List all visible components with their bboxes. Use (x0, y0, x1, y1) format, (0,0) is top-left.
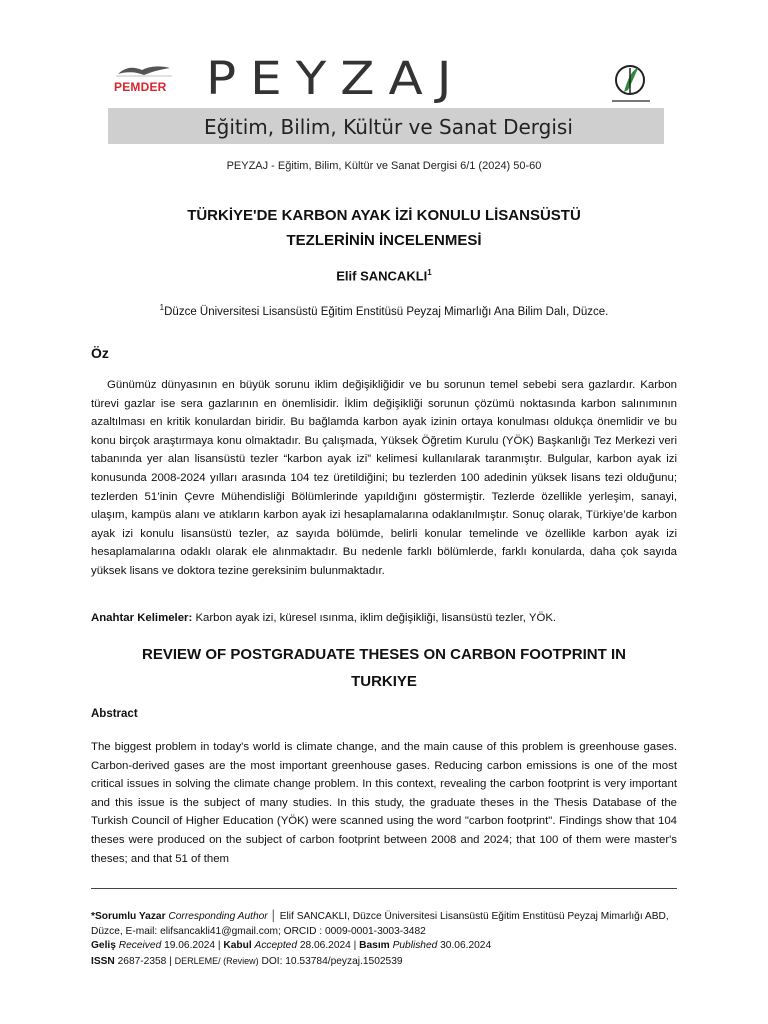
journal-emblem (608, 60, 654, 106)
article-title-en (110, 641, 658, 695)
issn-label: ISSN (91, 956, 115, 967)
abstract-heading: Abstract (91, 708, 138, 720)
keywords-label: Anahtar Kelimeler: (91, 612, 193, 624)
affiliation-text: Düzce Üniversitesi Lisansüstü Eğitim Enstitüsü Peyzaj Mimarlığı Ana Bilim Dalı, Düzce. (164, 305, 609, 318)
oz-heading: Öz (91, 345, 109, 361)
keywords (91, 612, 677, 624)
article-title-tr (120, 203, 648, 253)
affiliation (0, 303, 768, 318)
keywords-text: Karbon ayak izi, küresel ısınma, iklim değişikliği, lisansüstü tezler, YÖK. (192, 612, 557, 624)
journal-masthead (108, 52, 648, 148)
oz-paragraph: Günümüz dünyasının en büyük sorunu iklim değişikliğidir ve bu sorunun temel sebebi sera gazlardır. Karbon türevi gazlar ise sera gazlarının en önemlisidir. İklim değişikliği sorunun çözümü noktasında karbon salınımının azaltılması en kritik konulardan biridir. Bu bağlamda karbon ayak izinin ortaya konulması oldukça önemlidir ve bu konu birçok araştırmaya konu olmaktadır. Bu çalışmada, Yüksek Öğretim Kurulu (YÖK) Başkanlığı Tez Merkezi veri tabanında yer alan lisansüstü tezler “karbon ayak izi” kelimesi kullanılarak taranmıştır. Bulgular, karbon ayak izi konusunda 2008-2024 yılları arasında 104 tez üretildiğini; bu tezlerden 100 adedinin yüksek lisans tezi olduğunu; tezlerden 51’inin Çevre Mühendisliği Bölümlerinde yapıldığını göstermiştir. Tezlerde özellikle yerleşim, sanayi, ulaşım, kampüs alanı ve atıkların karbon ayak izi hesaplamalarına odaklanılmıştır. Sonuç olarak, Türkiye’de karbon ayak izi konulu lisansüstü tezler, az sayıda bölümde, belirli konular temelinde ve özellikle karbon ayak izi hesaplamalarına odaklı olarak ele alınmaktadır. Bu nedenle farklı bölümlerde, farklı konularda, daha çok sayıda yüksek lisans ve doktora tezine gereksinim bulunmaktadır. (91, 379, 677, 577)
article-title-en-line2: TURKIYE (351, 673, 417, 690)
author-name: Elif SANCAKLI (336, 268, 428, 284)
doi-link[interactable]: DOI: 10.53784/peyzaj.1502539 (258, 956, 403, 967)
footnote-corresponding (91, 910, 681, 939)
kabul-en: Accepted (254, 940, 298, 951)
pemder-logo-text: PEMDER (114, 80, 167, 94)
affiliation-superscript: 1 (159, 303, 165, 312)
bird-icon (114, 62, 174, 78)
footnote-divider (91, 888, 677, 889)
journal-subtitle: Eğitim, Bilim, Kültür ve Sanat Dergisi (204, 115, 573, 139)
kabul-label: Kabul (223, 940, 252, 951)
author (0, 268, 768, 283)
author-superscript: 1 (427, 268, 432, 277)
article-title-tr-line2: TEZLERİNİN İNCELENMESİ (286, 232, 482, 249)
gelis-label: Geliş (91, 940, 116, 951)
corr-label: *Sorumlu Yazar (91, 911, 166, 922)
gelis-en: Received (118, 940, 162, 951)
basim-label: Basım (359, 940, 390, 951)
corr-label-en: Corresponding Author (168, 911, 268, 922)
footnote-issn (91, 954, 681, 970)
journal-subtitle-banner (108, 108, 664, 144)
citation-line: PEYZAJ - Eğitim, Bilim, Kültür ve Sanat Dergisi 6/1 (2024) 50-60 (226, 160, 542, 172)
corr-text: │ Elif SANCAKLI, Düzce Üniversitesi Lisansüstü Eğitim Enstitüsü Peyzaj Mimarlığı ABD, Düzce, E-mail: elifsancakli41@gmail.com; ORCID : 0009-0001-3003-3482 (91, 911, 669, 937)
abstract-paragraph: The biggest problem in today's world is climate change, and the main cause of this problem is greenhouse gases. Carbon-derived gases are the most important greenhouse gases. Reducing carbon emissions is one of the most critical issues in solving the climate change problem. In this context, revealing the carbon footprint is very important and this issue is the subject of many studies. In this study, the graduate theses in the Thesis Database of the Turkish Council of Higher Education (YÖK) were scanned using the word "carbon footprint". Findings show that 104 theses were produced on the subject of carbon footprint between 2008 and 2024; that 100 of them were master's theses; and that 51 of them (91, 741, 677, 865)
article-title-tr-line1: TÜRKİYE'DE KARBON AYAK İZİ KONULU LİSANSÜSTÜ (187, 207, 581, 224)
basim-date: 30.06.2024 (437, 940, 492, 951)
footnote-dates (91, 939, 681, 954)
kabul-date: 28.06.2024 | (297, 940, 360, 951)
basim-en: Published (392, 940, 438, 951)
article-title-en-line1: REVIEW OF POSTGRADUATE THESES ON CARBON FOOTPRINT IN (142, 646, 626, 663)
pemder-logo (108, 60, 190, 100)
emblem-icon (608, 60, 654, 106)
journal-title: PEYZAJ (206, 52, 466, 105)
article-type: DERLEME/ (Review) (174, 956, 259, 966)
issn-text: 2687-2358 | (114, 956, 175, 967)
gelis-date: 19.06.2024 | (161, 940, 224, 951)
